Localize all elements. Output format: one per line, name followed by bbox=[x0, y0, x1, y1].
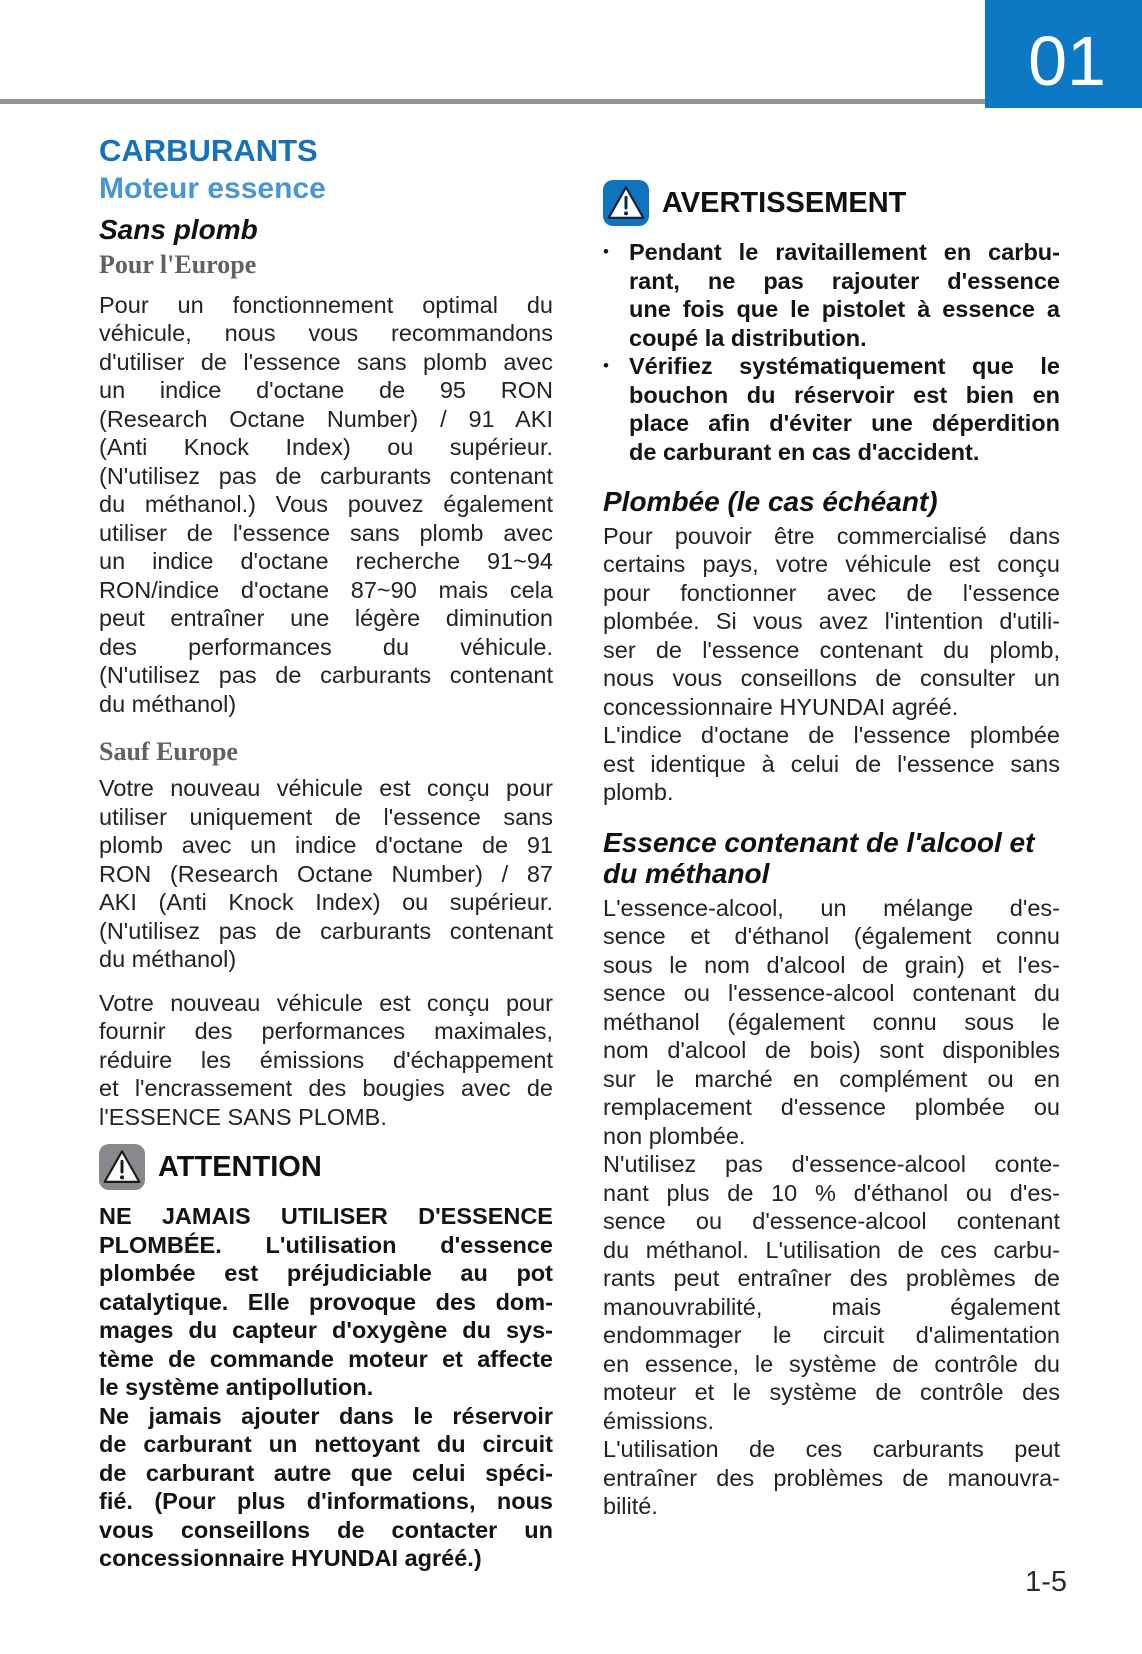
paragraph-alcool-3: L'utilisation de ces carburants peut entraîner des problèmes de manouvra- bilité. bbox=[603, 1436, 1060, 1520]
attention-header bbox=[99, 1144, 553, 1190]
page-title: CARBURANTS bbox=[99, 133, 318, 168]
header-rule bbox=[0, 99, 985, 104]
paragraph-alcool-1: L'essence-alcool, un mélange d'es- sence et d'éthanol (également connu sous le nom d'alcool de grain) et l'es- sence ou l'essence-alcool contenant du méthanol (également connu sous le nom d'alcool de bois) sont disponibles sur le marché en complément ou en remplacement d'essence plombée ou non plombée. bbox=[603, 894, 1060, 1149]
attention-title: ATTENTION bbox=[158, 1150, 322, 1183]
right-column bbox=[603, 180, 1060, 1521]
paragraph-alcool-2: N'utilisez pas d'essence-alcool conte- nant plus de 10 % d'éthanol ou d'es- sence ou d'essence-alcool contenant du méthanol. L'utilisation de ces carbu- rants peut entraîner des problèmes de manouvrabilité, mais également endommager le circuit d'alimentation en essence, le système de contrôle du moteur et le système de contrôle des émissions. bbox=[603, 1151, 1060, 1434]
heading-pour-europe: Pour l'Europe bbox=[99, 249, 257, 279]
paragraph-unleaded: Votre nouveau véhicule est conçu pour fournir des performances maximales, réduire les émissions d'échappement et l'encrassement des bougies avec de l'ESSENCE SANS PLOMB. bbox=[99, 989, 553, 1130]
bullet-icon: • bbox=[603, 356, 609, 375]
avertissement-bullets bbox=[603, 238, 1060, 466]
avertissement-header bbox=[603, 180, 1060, 226]
chapter-number: 01 bbox=[1028, 22, 1106, 100]
paragraph-plombee-2: L'indice d'octane de l'essence plombée est identique à celui de l'essence sans plomb. bbox=[603, 722, 1060, 806]
heading-plombee: Plombée (le cas échéant) bbox=[603, 486, 938, 517]
heading-essence-alcool: Essence contenant de l'alcool et du méthanol bbox=[603, 826, 1035, 889]
list-item bbox=[603, 238, 1060, 352]
bullet-text: Pendant le ravitaillement en carbu- rant, ne pas rajouter d'essence une fois que le pistolet à essence a coupé la distribution. bbox=[629, 239, 1060, 351]
list-item bbox=[603, 352, 1060, 466]
bullet-text: Vérifiez systématiquement que le bouchon du réservoir est bien en place afin d'éviter une déperdition de carburant en cas d'accident. bbox=[629, 353, 1060, 465]
page-number: 1-5 bbox=[1025, 1566, 1067, 1598]
paragraph-plombee-1: Pour pouvoir être commercialisé dans certains pays, votre véhicule est conçu pour fonctionner avec de l'essence plombée. Si vous avez l'intention d'utili- ser de l'essence contenant du plomb, nous vous conseillons de consulter un concessionnaire HYUNDAI agréé. bbox=[603, 522, 1060, 720]
warning-triangle-icon bbox=[99, 1144, 145, 1190]
paragraph-sauf-europe: Votre nouveau véhicule est conçu pour utiliser uniquement de l'essence sans plomb avec un indice d'octane de 91 RON (Research Octane Number) / 87 AKI (Anti Knock Index) ou supérieur. (N'utilisez pas de carburants contenant du méthanol) bbox=[99, 775, 553, 973]
chapter-number-badge bbox=[985, 0, 1142, 108]
attention-paragraph-2: Ne jamais ajouter dans le réservoir de carburant un nettoyant du circuit de carburant autre que celui spéci- fié. (Pour plus d'informations, nous vous conseillons de contacter un concessionnaire HYUNDAI agréé.) bbox=[99, 1402, 553, 1572]
avertissement-title: AVERTISSEMENT bbox=[662, 186, 907, 219]
section-title-moteur-essence: Moteur essence bbox=[99, 172, 326, 206]
heading-sans-plomb: Sans plomb bbox=[99, 213, 258, 245]
paragraph-pour-europe: Pour un fonctionnement optimal du véhicule, nous vous recommandons d'utiliser de l'essence sans plomb avec un indice d'octane de 95 RON (Research Octane Number) / 91 AKI (Anti Knock Index) ou supérieur. (N'utilisez pas de carburants contenant du méthanol.) Vous pouvez également utiliser de l'essence sans plomb avec un indice d'octane recherche 91~94 RON/indice d'octane 87~90 mais cela peut entraîner une légère diminution des performances du véhicule. (N'utilisez pas de carburants contenant du méthanol) bbox=[99, 291, 553, 717]
bullet-icon: • bbox=[603, 242, 609, 261]
warning-triangle-icon bbox=[603, 180, 649, 226]
attention-paragraph-1: NE JAMAIS UTILISER D'ESSENCE PLOMBÉE. L'utilisation d'essence plombée est préjudiciable au pot catalytique. Elle provoque des dom- mages du capteur d'oxygène du sys- tème de commande moteur et affecte le système antipollution. bbox=[99, 1203, 553, 1401]
left-column bbox=[99, 134, 553, 1573]
heading-sauf-europe: Sauf Europe bbox=[99, 737, 238, 767]
